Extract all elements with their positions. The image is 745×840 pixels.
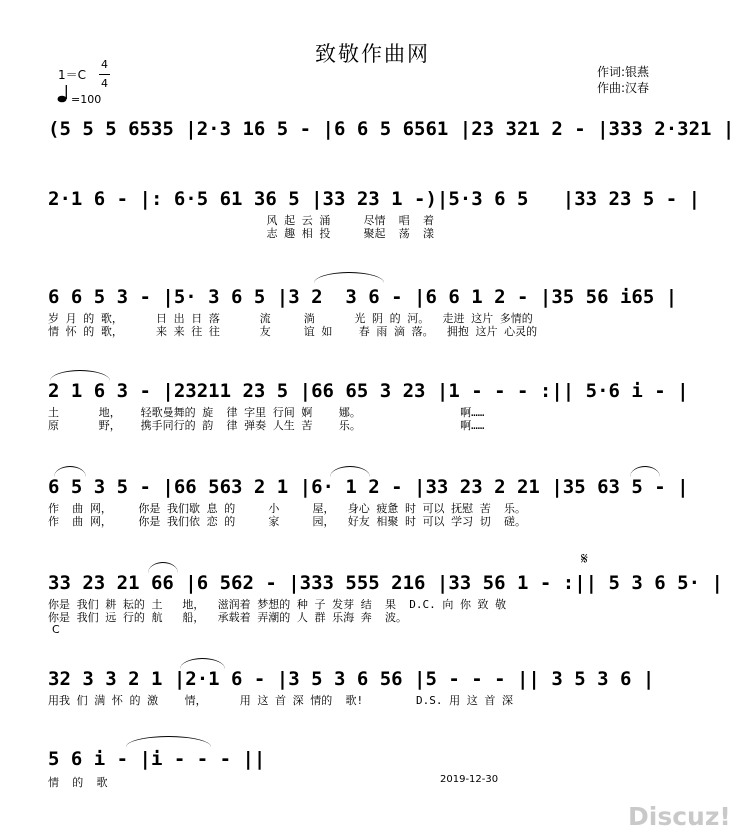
- staff-row-4: [48, 380, 698, 440]
- lyrics-verse-1: 土 地， 轻歌曼舞的 旋 律 字里 行间 婀 娜。 啊……: [48, 406, 485, 419]
- notation-line: 6 6 5 3 - |5· 3 6 5 |3 2 3 6 - |6 6 1 2 - |35 56 i65 |: [48, 286, 678, 308]
- watermark-logo: Discuz!: [628, 802, 731, 831]
- coda-mark: C: [52, 623, 60, 636]
- lyrics-verse-1: 你是 我们 耕 耘的 土 地， 滋润着 梦想的 种 子 发芽 结 果 D.C. 向 你 致 敬: [48, 598, 507, 611]
- quarter-note-icon: [57, 84, 71, 104]
- lyrics-verse-1: 情 的 歌: [48, 776, 108, 789]
- notation-line: 32 3 3 2 1 |2·1 6 - |3 5 3 6 56 |5 - - - || 3 5 3 6 |: [48, 668, 655, 690]
- lyrics-verse-1: 岁 月 的 歌， 日 出 日 落 流 淌 光 阴 的 河。 走进 这片 多情的: [48, 312, 533, 325]
- lyricist-credit: 作词:银燕: [597, 65, 650, 79]
- staff-row-8: [48, 748, 698, 788]
- slur: [314, 272, 384, 283]
- staff-row-7: [48, 668, 698, 718]
- lyrics-verse-1: 风 起 云 涌 尽情 唱 着: [48, 214, 435, 227]
- slur: [126, 736, 211, 747]
- staff-row-1: [48, 118, 735, 158]
- time-signature-divider: [99, 74, 110, 75]
- key-signature: 1＝C: [58, 68, 87, 82]
- song-title: 致敬作曲网: [315, 42, 430, 66]
- staff-row-5: [48, 476, 698, 536]
- lyrics-verse-1: 用我 们 满 怀 的 激 情， 用 这 首 深 情的 歌! D.S. 用 这 首 深: [48, 694, 514, 707]
- lyrics-verse-2: 原 野， 携手同行的 韵 律 弹奏 人生 苦 乐。 啊……: [48, 419, 485, 432]
- lyrics-verse-2: 志 趣 相 投 聚起 荡 漾: [48, 227, 435, 240]
- lyrics-verse-2: 情 怀 的 歌， 来 来 往 往 友 谊 如 春 雨 滴 落。 拥抱 这片 心灵的: [48, 325, 538, 338]
- staff-row-6: [48, 572, 723, 632]
- notation-line: 33 23 21 66 |6 562 - |333 555 216 |33 56 1 - :|| 5 3 6 5· |: [48, 572, 723, 594]
- lyrics-verse-1: 作 曲 网， 你是 我们歇 息 的 小 屋， 身心 疲惫 时 可以 抚慰 苦 乐。: [48, 502, 527, 515]
- lyrics-verse-2: 你是 我们 远 行的 航 船， 承载着 弄潮的 人 群 乐海 奔 波。: [48, 611, 407, 624]
- lyrics-verse-2: 作 曲 网， 你是 我们依 恋 的 家 园， 好友 相聚 时 可以 学习 切 磋。: [48, 515, 527, 528]
- staff-row-3: [48, 286, 698, 346]
- tempo-mark: =100: [71, 93, 102, 106]
- notation-line: 2·1 6 - |: 6·5 61 36 5 |33 23 1 -)|5·3 6 5 |33 23 5 - |: [48, 188, 701, 210]
- notation-line: 6 5 3 5 - |66 563 2 1 |6· 1 2 - |33 23 2 21 |35 63 5 - |: [48, 476, 689, 498]
- composer-credit: 作曲:汉春: [597, 81, 650, 95]
- segno-icon: 𝄋: [581, 549, 588, 568]
- notation-line: 5 6 i - |i - - - ||: [48, 748, 266, 770]
- time-signature-bottom: 4: [101, 77, 108, 90]
- notation-line: 2 1 6 3 - |23211 23 5 |66 65 3 23 |1 - - - :|| 5·6 i - |: [48, 380, 689, 402]
- notation-line: (5 5 5 6535 |2·3 16 5 - |6 6 5 6561 |23 321 2 - |333 2·321 |: [48, 118, 735, 140]
- date-stamp: 2019-12-30: [440, 774, 499, 785]
- staff-row-2: [48, 188, 701, 248]
- time-signature-top: 4: [101, 58, 108, 71]
